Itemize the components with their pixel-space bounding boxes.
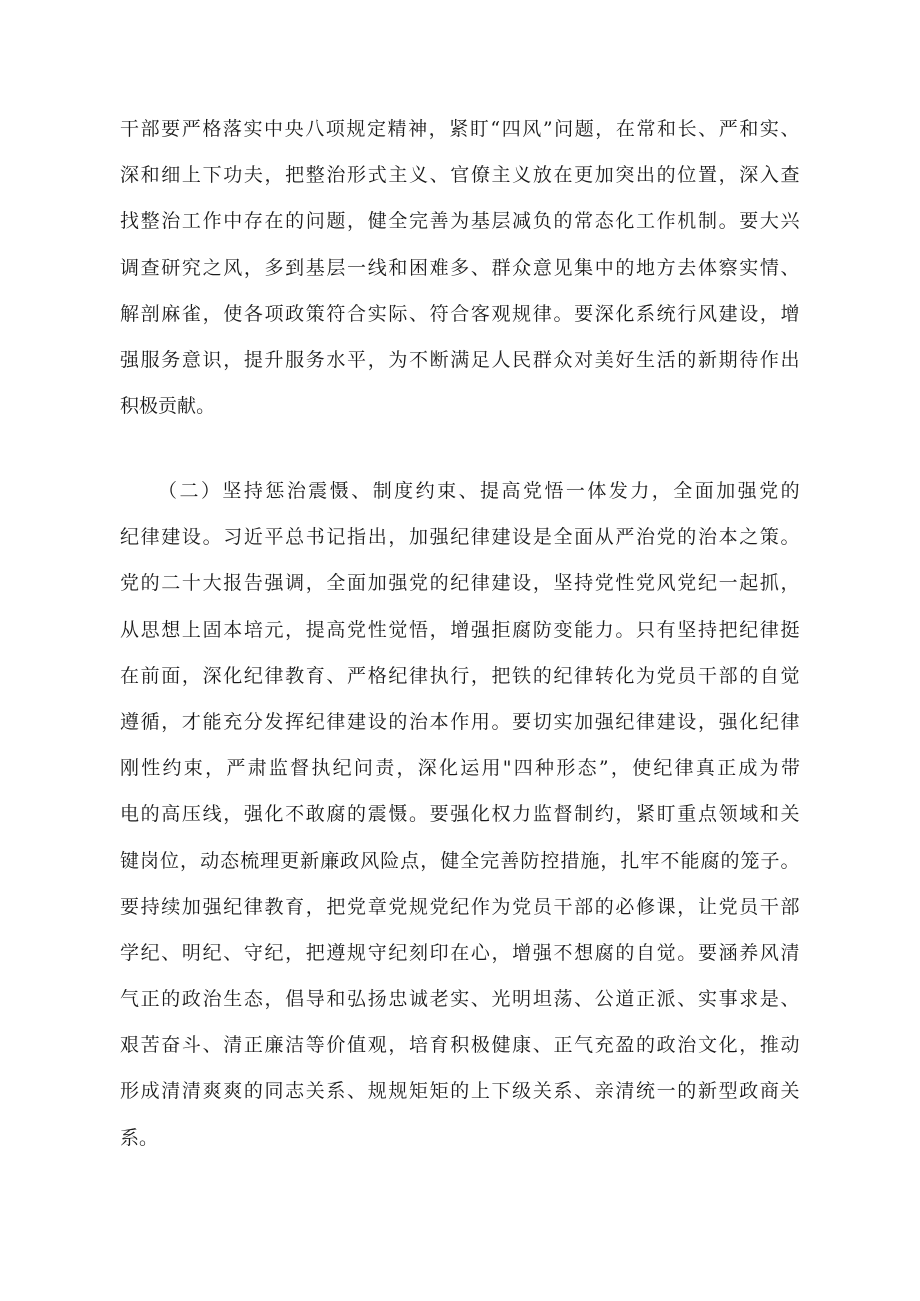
text-line: 艰 苦 奋 斗 、 清 正 廉 洁 等 价 值 观 ， 培 育 积 极 健 康 、 正 气 充 盈 的 政 治 文 化 ， 推 动 <box>120 1034 800 1057</box>
text-line: 气 正 的 政 治 生 态 ， 倡 导 和 弘 扬 忠 诚 老 实 、 光 明 坦 荡 、 公 道 正 派 、 实 事 求 是 、 <box>120 988 800 1011</box>
text-line: 在 前 面 ， 深 化 纪 律 教 育 、 严 格 纪 律 执 行 ， 把 铁 的 纪 律 转 化 为 党 员 干 部 的 自 觉 <box>120 664 800 687</box>
text-line: 强 服 务 意 识 ， 提 升 服 务 水 平 ， 为 不 断 满 足 人 民 群 众 对 美 好 生 活 的 新 期 待 作 出 <box>120 348 800 371</box>
text-line: 干 部 要 严 格 落 实 中 央 八 项 规 定 精 神 ， 紧 盯 “ 四 风 ” 问 题 ， 在 常 和 长 、 严 和 实 、 <box>120 118 800 140</box>
text-line: 键 岗 位 ， 动 态 梳 理 更 新 廉 政 风 险 点 ， 健 全 完 善 防 控 措 施 ， 扎 牢 不 能 腐 的 笼 子 。 <box>120 849 800 872</box>
paragraph-2 <box>120 468 800 1161</box>
text-line: 积 极 贡 献 。 <box>120 395 216 418</box>
text-line: 刚 性 约 束 ， 严 肃 监 督 执 纪 问 责 ， 深 化 运 用 " 四 种 形 态 ” ， 使 纪 律 真 正 成 为 带 <box>120 757 800 780</box>
text-line: 学 纪 、 明 纪 、 守 纪 ， 把 遵 规 守 纪 刻 印 在 心 ， 增 强 不 想 腐 的 自 觉 。 要 涵 养 风 清 <box>120 941 800 964</box>
paragraph-1 <box>120 106 800 429</box>
text-line: 调 查 研 究 之 风 ， 多 到 基 层 一 线 和 困 难 多 、 群 众 意 见 集 中 的 地 方 去 体 察 实 情 、 <box>120 256 800 279</box>
text-line: 要 持 续 加 强 纪 律 教 育 ， 把 党 章 党 规 党 纪 作 为 党 员 干 部 的 必 修 课 ， 让 党 员 干 部 <box>120 895 800 918</box>
text-line: 找 整 治 工 作 中 存 在 的 问 题 ， 健 全 完 善 为 基 层 减 负 的 常 态 化 工 作 机 制 。 要 大 兴 <box>120 210 800 233</box>
text-line: 遵 循 ， 才 能 充 分 发 挥 纪 律 建 设 的 治 本 作 用 。 要 切 实 加 强 纪 律 建 设 ， 强 化 纪 律 <box>120 710 800 733</box>
text-line: 电 的 高 压 线 ， 强 化 不 敢 腐 的 震 慑 。 要 强 化 权 力 监 督 制 约 ， 紧 盯 重 点 领 域 和 关 <box>120 803 800 826</box>
text-line: 深 和 细 上 下 功 夫 ， 把 整 治 形 式 主 义 、 官 僚 主 义 放 在 更 加 突 出 的 位 置 ， 深 入 查 <box>120 164 800 187</box>
text-line: 系 。 <box>120 1126 159 1149</box>
text-line: （ 二 ） 坚 持 惩 治 震 慑 、 制 度 约 束 、 提 高 党 悟 一 体 发 力 ， 全 面 加 强 党 的 <box>158 480 800 502</box>
text-line: 党 的 二 十 大 报 告 强 调 ， 全 面 加 强 党 的 纪 律 建 设 ， 坚 持 党 性 党 风 党 纪 一 起 抓 ， <box>120 572 800 595</box>
text-line: 纪 律 建 设 。 习 近 平 总 书 记 指 出 ， 加 强 纪 律 建 设 是 全 面 从 严 治 党 的 治 本 之 策 。 <box>120 526 800 549</box>
text-line: 从 思 想 上 固 本 培 元 ， 提 高 党 性 觉 悟 ， 增 强 拒 腐 防 变 能 力 。 只 有 坚 持 把 纪 律 挺 <box>120 618 800 641</box>
text-line: 解 剖 麻 雀 ， 使 各 项 政 策 符 合 实 际 、 符 合 客 观 规 律 。 要 深 化 系 统 行 风 建 设 ， 增 <box>120 302 800 325</box>
text-line: 形 成 清 清 爽 爽 的 同 志 关 系 、 规 规 矩 矩 的 上 下 级 关 系 、 亲 清 统 一 的 新 型 政 商 关 <box>120 1080 800 1103</box>
